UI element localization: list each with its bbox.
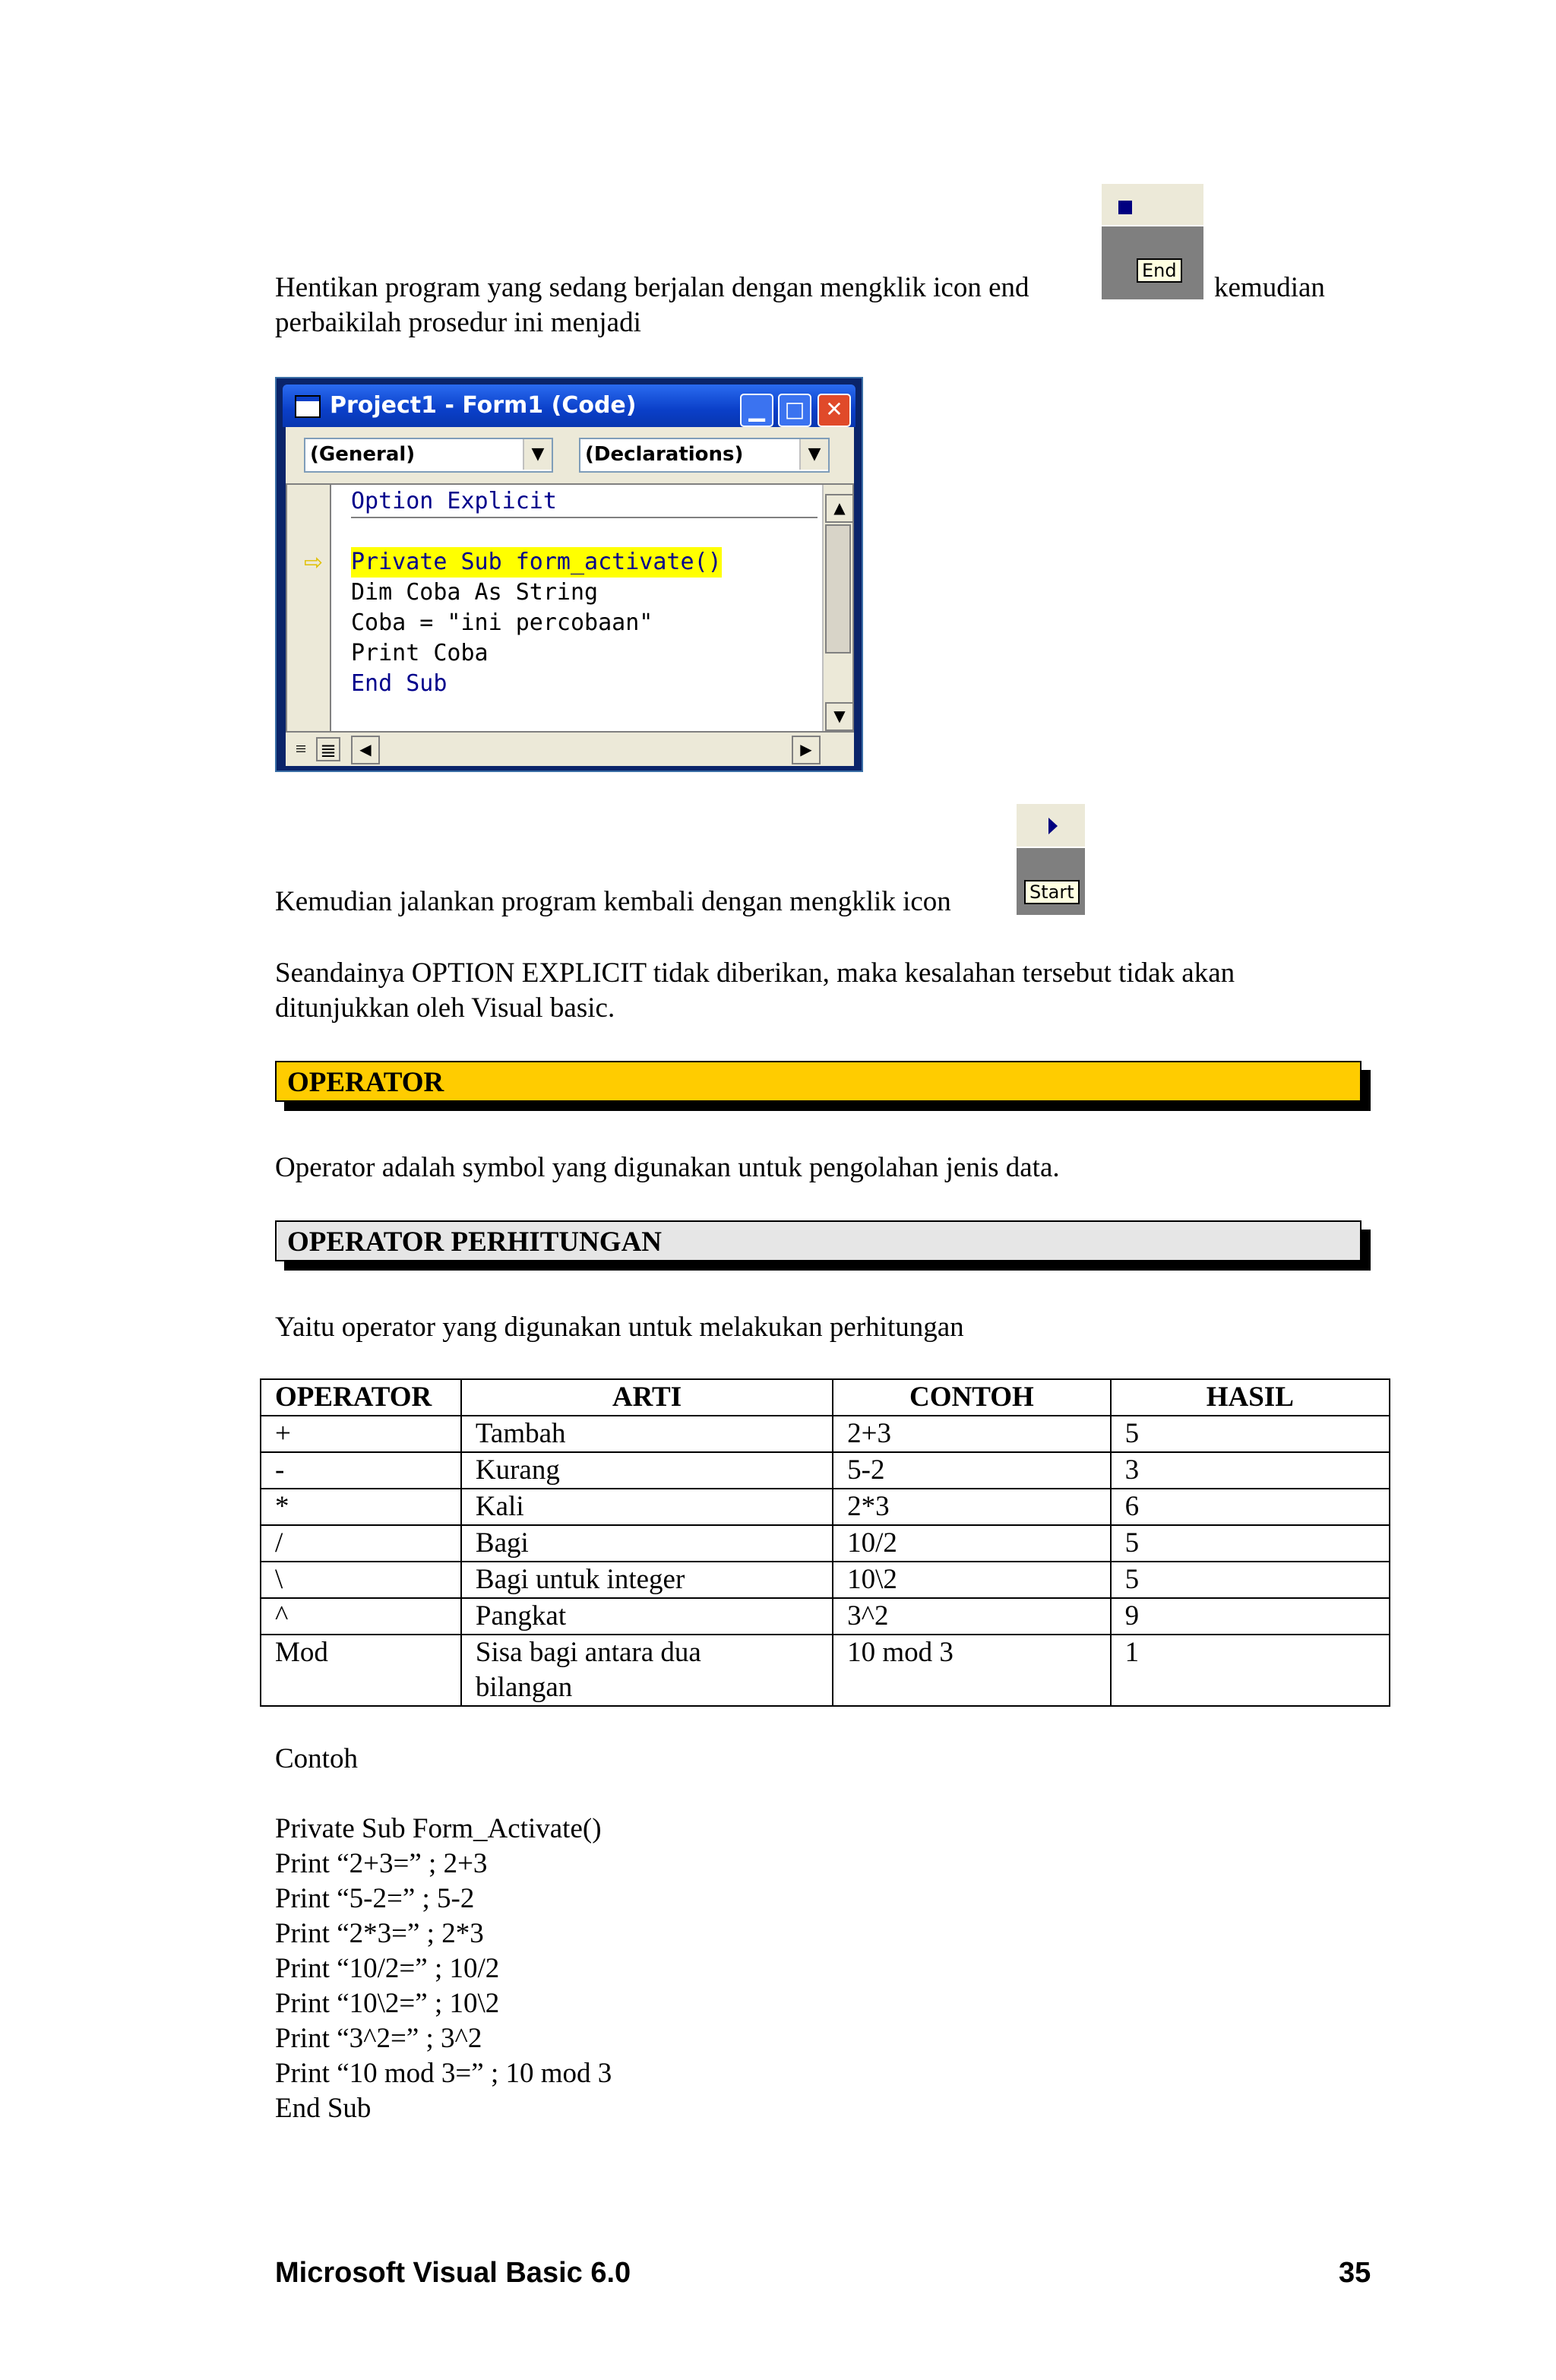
- procedure-view-icon[interactable]: ≡: [295, 738, 307, 760]
- table-cell: 2+3: [833, 1416, 1110, 1452]
- table-row: [261, 1598, 1390, 1635]
- table-cell: 1: [1111, 1635, 1390, 1706]
- table-cell: 3^2: [833, 1598, 1110, 1635]
- table-cell: -: [261, 1452, 461, 1489]
- code-line-4: Dim Coba As String: [351, 579, 599, 606]
- table-header-row: [261, 1379, 1390, 1416]
- table-cell: 5: [1111, 1562, 1390, 1598]
- minimize-icon: ▁: [748, 397, 765, 422]
- table-cell: /: [261, 1525, 461, 1562]
- scroll-thumb[interactable]: [825, 524, 851, 654]
- form-icon: [295, 395, 321, 418]
- table-row: [261, 1562, 1390, 1598]
- procedure-combo[interactable]: [579, 438, 830, 473]
- stop-square-icon: [1118, 201, 1132, 214]
- code-line-1: Option Explicit: [351, 488, 557, 514]
- table-cell: Sisa bagi antara dua bilangan: [461, 1635, 833, 1706]
- explicit-note-line-1: Seandainya OPTION EXPLICIT tidak diberikan, maka kesalahan tersebut tidak akan: [275, 957, 1235, 989]
- section-header-operator-perhitungan: OPERATOR PERHITUNGAN: [275, 1220, 1362, 1261]
- object-combo[interactable]: [304, 438, 553, 473]
- end-toolbar-button[interactable]: [1102, 184, 1203, 299]
- intro-line-2: perbaikilah prosedur ini menjadi: [275, 307, 641, 338]
- section-header-operator: OPERATOR: [275, 1061, 1362, 1102]
- current-line-arrow-icon: ⇨: [304, 549, 324, 576]
- code-window: [275, 377, 863, 772]
- table-row: [261, 1416, 1390, 1452]
- code-window-title: Project1 - Form1 (Code): [330, 392, 637, 419]
- table-cell: 5-2: [833, 1452, 1110, 1489]
- example-line-3: Print “5-2=” ; 5-2: [275, 1883, 475, 1914]
- example-line-6: Print “10\2=” ; 10\2: [275, 1988, 500, 2019]
- operator-table: [260, 1378, 1390, 1707]
- vertical-scrollbar[interactable]: [822, 485, 852, 734]
- table-cell: \: [261, 1562, 461, 1598]
- example-line-5: Print “10/2=” ; 10/2: [275, 1953, 500, 1984]
- start-tooltip: Start: [1024, 880, 1080, 904]
- code-window-body: [286, 427, 854, 766]
- code-line-7: End Sub: [351, 670, 448, 697]
- object-combo-value: (General): [310, 443, 416, 466]
- close-button[interactable]: [818, 394, 851, 427]
- table-cell: 5: [1111, 1525, 1390, 1562]
- table-header-cell: CONTOH: [833, 1379, 1110, 1416]
- procedure-combo-value: (Declarations): [585, 443, 744, 466]
- example-line-2: Print “2+3=” ; 2+3: [275, 1848, 488, 1879]
- maximize-button[interactable]: [778, 394, 811, 427]
- code-line-5: Coba = "ini percobaan": [351, 609, 653, 636]
- table-cell: Kali: [461, 1489, 833, 1525]
- scroll-left-icon[interactable]: ◀: [351, 736, 380, 764]
- code-line-6: Print Coba: [351, 640, 489, 666]
- end-tooltip: End: [1137, 258, 1182, 283]
- table-cell: 10\2: [833, 1562, 1110, 1598]
- perhitungan-description: Yaitu operator yang digunakan untuk melakukan perhitungan: [275, 1312, 964, 1343]
- intro-line-1: Hentikan program yang sedang berjalan dengan mengklik icon end: [275, 272, 1029, 303]
- table-cell: Bagi untuk integer: [461, 1562, 833, 1598]
- chevron-down-icon[interactable]: ▼: [523, 439, 552, 470]
- table-cell: 3: [1111, 1452, 1390, 1489]
- table-row: [261, 1525, 1390, 1562]
- table-header-cell: HASIL: [1111, 1379, 1390, 1416]
- operator-description: Operator adalah symbol yang digunakan untuk pengolahan jenis data.: [275, 1152, 1060, 1183]
- code-line-3: Private Sub form_activate(): [351, 547, 722, 578]
- run-instruction: Kemudian jalankan program kembali dengan mengklik icon: [275, 886, 951, 917]
- table-cell: 6: [1111, 1489, 1390, 1525]
- procedure-separator: [351, 517, 818, 518]
- example-line-8: Print “10 mod 3=” ; 10 mod 3: [275, 2058, 612, 2089]
- example-line-4: Print “2*3=” ; 2*3: [275, 1918, 484, 1949]
- table-header-cell: ARTI: [461, 1379, 833, 1416]
- table-cell: 9: [1111, 1598, 1390, 1635]
- table-cell: *: [261, 1489, 461, 1525]
- code-margin: [287, 485, 331, 734]
- intro-line-1-tail: kemudian: [1214, 272, 1325, 303]
- full-module-view-icon[interactable]: ≣: [316, 737, 340, 761]
- scroll-right-icon[interactable]: ▶: [792, 736, 821, 764]
- table-cell: Mod: [261, 1635, 461, 1706]
- table-cell: 5: [1111, 1416, 1390, 1452]
- footer-book-title: Microsoft Visual Basic 6.0: [275, 2257, 631, 2289]
- table-cell: Tambah: [461, 1416, 833, 1452]
- table-row: [261, 1635, 1390, 1706]
- explicit-note-line-2: ditunjukkan oleh Visual basic.: [275, 992, 615, 1024]
- table-header-cell: OPERATOR: [261, 1379, 461, 1416]
- table-row: [261, 1452, 1390, 1489]
- footer-page-number: 35: [1339, 2257, 1371, 2289]
- chevron-down-icon[interactable]: ▼: [799, 439, 828, 470]
- table-cell: ^: [261, 1598, 461, 1635]
- code-window-titlebar: [283, 385, 855, 427]
- horizontal-scrollbar[interactable]: [286, 731, 854, 766]
- table-cell: Pangkat: [461, 1598, 833, 1635]
- table-cell: 2*3: [833, 1489, 1110, 1525]
- table-cell: +: [261, 1416, 461, 1452]
- example-line-1: Private Sub Form_Activate(): [275, 1813, 602, 1844]
- table-cell: 10 mod 3: [833, 1635, 1110, 1706]
- play-triangle-icon: [1048, 818, 1058, 834]
- start-toolbar-button[interactable]: [1017, 804, 1085, 915]
- code-editor[interactable]: [286, 483, 854, 736]
- example-line-9: End Sub: [275, 2093, 372, 2124]
- table-cell: 10/2: [833, 1525, 1110, 1562]
- scroll-up-icon[interactable]: ▲: [825, 494, 854, 523]
- example-line-7: Print “3^2=” ; 3^2: [275, 2023, 482, 2054]
- scroll-down-icon[interactable]: ▼: [825, 702, 854, 731]
- table-cell: Bagi: [461, 1525, 833, 1562]
- example-label: Contoh: [275, 1743, 358, 1774]
- maximize-icon: □: [784, 397, 805, 422]
- minimize-button[interactable]: [740, 394, 773, 427]
- table-cell: Kurang: [461, 1452, 833, 1489]
- close-icon: ✕: [825, 397, 843, 422]
- table-row: [261, 1489, 1390, 1525]
